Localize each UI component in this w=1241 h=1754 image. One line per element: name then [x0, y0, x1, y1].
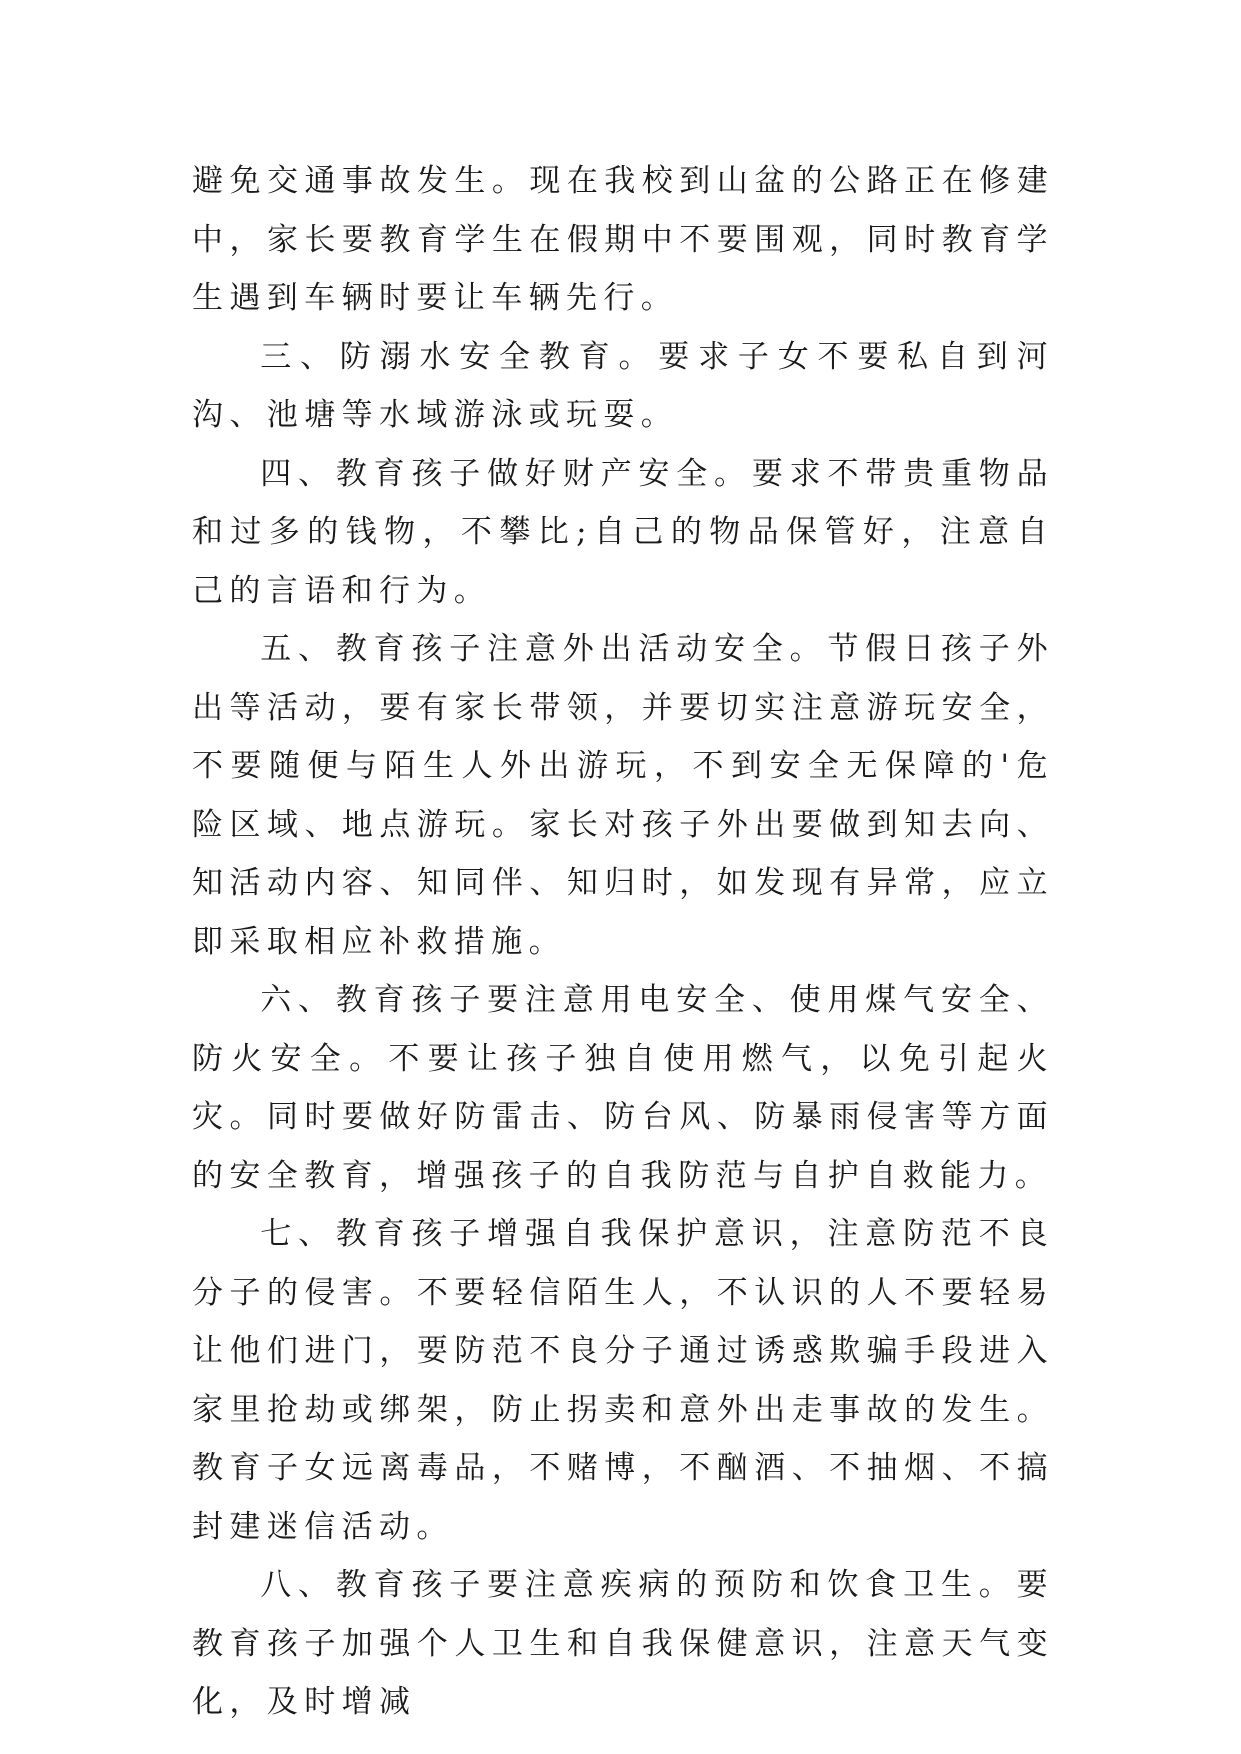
- paragraph-traffic-safety: 避免交通事故发生。现在我校到山盆的公路正在修建中，家长要教育学生在假期中不要围观，同时教育学生遇到车辆时要让车辆先行。: [192, 163, 1054, 316]
- paragraph-drowning-safety: 三、防溺水安全教育。要求子女不要私自到河沟、池塘等水域游泳或玩耍。: [192, 338, 1054, 433]
- paragraph-disease-prevention: 八、教育孩子要注意疾病的预防和饮食卫生。要教育孩子加强个人卫生和自我保健意识，注意天气变化，及时增减: [192, 1567, 1054, 1720]
- paragraph-property-safety: 四、教育孩子做好财产安全。要求不带贵重物品和过多的钱物，不攀比;自己的物品保管好，注意自己的言语和行为。: [192, 455, 1054, 609]
- paragraph-outing-safety: 五、教育孩子注意外出活动安全。节假日孩子外出等活动，要有家长带领，并要切实注意游玩安全，不要随便与陌生人外出游玩，不到安全无保障的'危险区域、地点游玩。家长对孩子外出要做到知去向、知活动内容、知同伴、知归时，如发现有异常，应立即采取相应补救措施。: [192, 631, 1054, 960]
- paragraph-electric-fire-safety: 六、教育孩子要注意用电安全、使用煤气安全、防火安全。不要让孩子独自使用燃气，以免引起火灾。同时要做好防雷击、防台风、防暴雨侵害等方面的安全教育，增强孩子的自我防范与自护自救能力。: [192, 982, 1054, 1194]
- body-text: [192, 152, 1054, 1732]
- paragraph-self-protection: 七、教育孩子增强自我保护意识，注意防范不良分子的侵害。不要轻信陌生人，不认识的人不要轻易让他们进门，要防范不良分子通过诱惑欺骗手段进入家里抢劫或绑架，防止拐卖和意外出走事故的发生。教育子女远离毒品，不赌博，不酗酒、不抽烟、不搞封建迷信活动。: [192, 1216, 1054, 1545]
